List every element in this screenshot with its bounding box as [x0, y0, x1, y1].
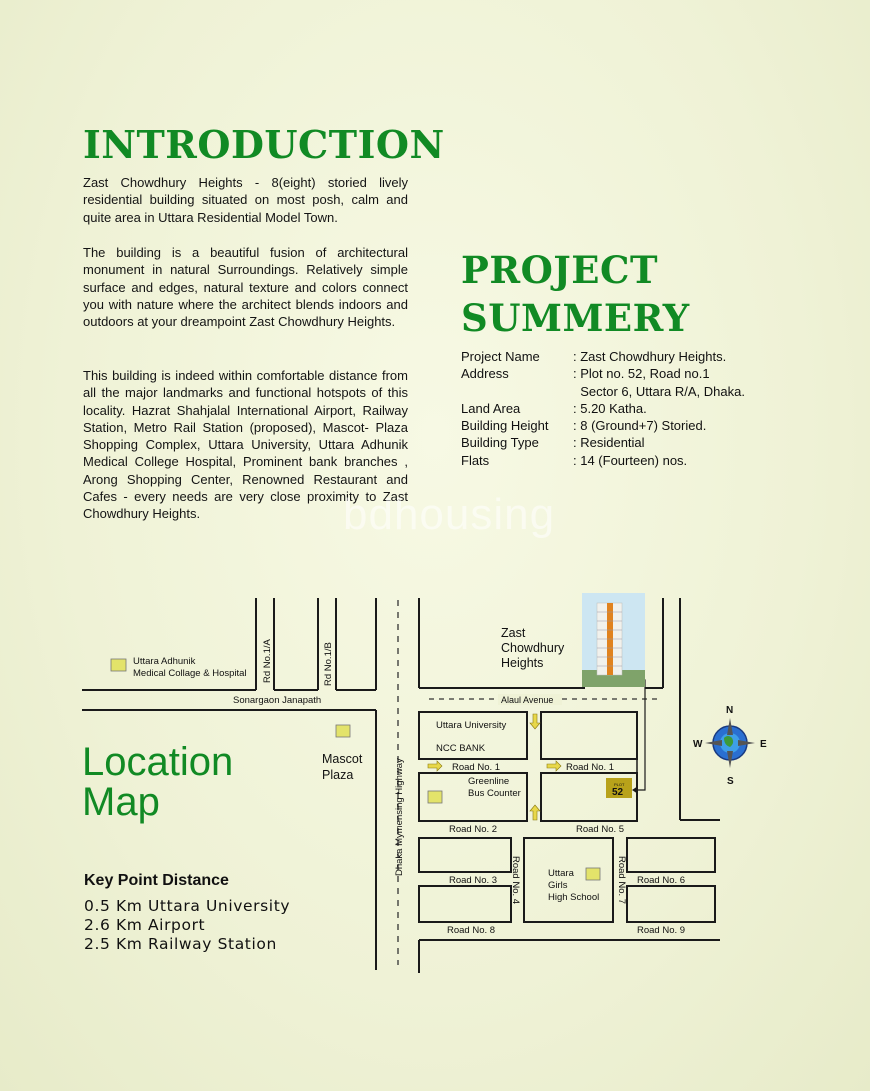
compass-south: S — [727, 776, 734, 787]
summary-title-line2: SUMMERY — [461, 296, 690, 340]
label-road-3: Road No. 3 — [449, 875, 498, 886]
summary-label: Building Height — [461, 418, 549, 434]
label-plot-52: 52 — [612, 787, 624, 798]
label-road-1-right: Road No. 1 — [566, 762, 615, 773]
key-point-distance-title: Key Point Distance — [84, 872, 229, 889]
compass-west: W — [693, 739, 703, 750]
intro-paragraph-3: This building is indeed within comfortable distance from all the major landmarks and functional hotspots of this locality. Hazrat Shahjalal International Airport, Railway Station, Metro Rail Station (proposed), Mascot- Plaza Shopping Complex, Uttara University, Uttara Adhunik Medical College Hospital, Prominent bank branches , Arong Shopping Center, Renowned Restaurant and Cafes - every needs are very close proximity to Zast Chowdhury Heights. — [83, 368, 408, 522]
label-road-1-left: Road No. 1 — [452, 762, 501, 773]
intro-paragraph-2: The building is a beautiful fusion of architectural monument in natural Surroundings. Relatively simple surface and edges, natural texture and colors connect you with nature where the architect blends indoors and outdoors at your dreampoint Zast Chowdhury Heights. — [83, 245, 408, 330]
summary-label: Land Area — [461, 400, 521, 416]
compass-north: N — [726, 705, 734, 716]
label-plaza: Plaza — [322, 768, 354, 782]
label-bus-counter: Bus Counter — [468, 788, 521, 799]
summary-label: Building Type — [461, 435, 539, 451]
compass-east: E — [760, 739, 767, 750]
summary-label: Flats — [461, 452, 490, 468]
summary-label: Address — [461, 366, 509, 382]
label-road-9: Road No. 9 — [637, 925, 686, 936]
label-heights: Heights — [501, 656, 544, 670]
location-title-line1: Location — [82, 740, 234, 784]
label-uttara-adhunik: Uttara Adhunik — [133, 656, 196, 667]
label-mascot: Mascot — [322, 752, 363, 766]
location-map-title — [82, 742, 233, 822]
label-rd-1a: Rd No.1/A — [262, 639, 273, 683]
intro-paragraph-1: Zast Chowdhury Heights - 8(eight) storied lively residential building situated on most posh, calm and quite area in Uttara Residential Model Town. — [83, 175, 408, 225]
girls-school-marker — [586, 868, 600, 880]
key-point-item: 2.5 Km Railway Station — [84, 935, 277, 953]
label-road-4: Road No. 4 — [510, 856, 521, 905]
label-ncc-bank: NCC BANK — [436, 743, 486, 754]
label-sonargaon-janapath: Sonargaon Janapath — [233, 695, 322, 706]
label-road-5: Road No. 5 — [576, 824, 625, 835]
label-uttara-girls-1: Uttara — [548, 868, 574, 879]
label-road-6: Road No. 6 — [637, 875, 686, 886]
mascot-plaza-marker — [336, 725, 350, 737]
compass-icon — [705, 718, 755, 768]
label-zast: Zast — [501, 626, 526, 640]
label-chowdhury: Chowdhury — [501, 641, 565, 655]
location-title-line2: Map — [82, 780, 160, 824]
label-road-7: Road No. 7 — [616, 856, 627, 905]
key-point-item: 2.6 Km Airport — [84, 916, 206, 934]
summary-value: : 8 (Ground+7) Storied. — [573, 418, 707, 434]
summary-value: : Plot no. 52, Road no.1 — [573, 366, 710, 382]
watermark: bdhousing — [343, 490, 556, 539]
introduction-title: INTRODUCTION — [83, 122, 445, 167]
summary-title-line1: PROJECT — [461, 248, 658, 292]
medical-college-marker — [111, 659, 126, 671]
label-uttara-university: Uttara University — [436, 720, 507, 731]
summary-value: : 5.20 Katha. — [573, 400, 647, 416]
label-greenline: Greenline — [468, 776, 510, 787]
label-uttara-girls-2: Girls — [548, 880, 568, 891]
summary-value: : Residential — [573, 435, 645, 451]
label-highway: Dhaka Mymensing Highway — [394, 758, 405, 876]
label-rd-1b: Rd No.1/B — [323, 642, 334, 686]
summary-value: : 14 (Fourteen) nos. — [573, 452, 688, 468]
summary-value: Sector 6, Uttara R/A, Dhaka. — [573, 383, 745, 399]
summary-label: Project Name — [461, 349, 540, 364]
label-road-8: Road No. 8 — [447, 925, 496, 936]
summary-value: : Zast Chowdhury Heights. — [573, 349, 727, 364]
label-road-2: Road No. 2 — [449, 824, 498, 835]
label-medical-college: Medical Collage & Hospital — [133, 668, 247, 679]
label-alaul-avenue: Alaul Avenue — [501, 695, 554, 705]
building-image — [582, 593, 645, 687]
label-high-school: High School — [548, 892, 600, 903]
greenline-marker — [428, 791, 442, 803]
key-point-item: 0.5 Km Uttara University — [84, 897, 291, 915]
label-plot-small: PLOT — [614, 782, 625, 787]
